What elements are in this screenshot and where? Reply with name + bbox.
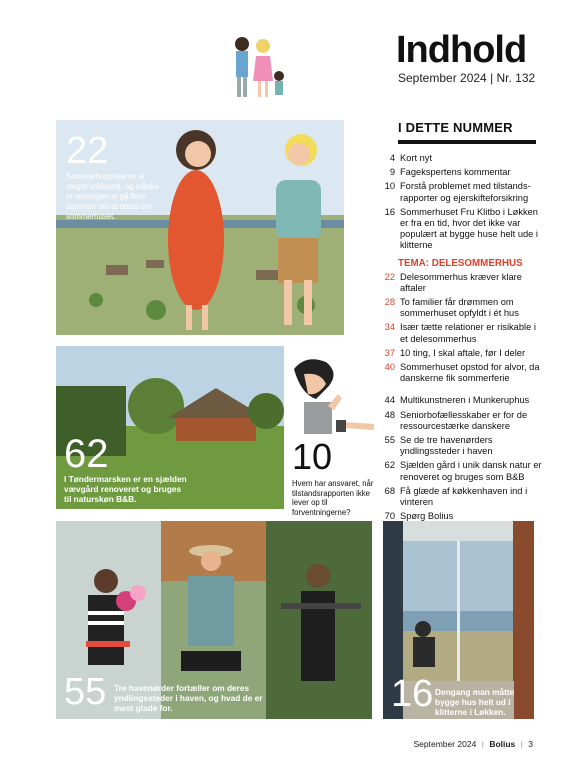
toc-item-title: Især tætte relationer er risikable i et delesommerhus [400,322,536,344]
toc-item[interactable] [375,348,543,359]
footer-date: September 2024 [413,739,477,749]
toc-page-number: 55 [384,435,395,446]
illustration-22 [56,120,344,335]
issue-info: September 2024 | Nr. 132 [398,71,536,85]
photo-16 [383,521,534,719]
feature-caption: Hvem har ansvaret, når tilstandsrapporten ikke lever op til forventningerne? [292,479,374,517]
toc-page-number: 16 [384,206,395,217]
toc-item[interactable] [375,435,543,457]
heading-rule [398,140,536,144]
toc-item-title: Kort nyt [400,153,433,163]
toc-item-title: Multikunstneren i Munkeruphus [400,395,530,406]
toc-item[interactable] [375,153,543,164]
toc-page-number: 10 [384,181,395,192]
toc-list [375,153,543,540]
toc-page-number: 44 [384,395,395,406]
toc-page-number: 34 [384,322,395,333]
toc-page-number: 70 [384,511,395,522]
toc-page-number: 37 [384,347,395,358]
page-title: Indhold [396,29,527,71]
toc-item-title: Sommerhuset Fru Klitbo i Løkken er fra en tid, hvor det ikke var populært at bygge huse helt ude i klitterne [400,206,539,251]
footer-brand: Bolius [489,739,516,749]
toc-item-title: Sommerhuset opstod for alvor, da danskerne fik sommerferie [400,362,540,384]
toc-item[interactable] [375,410,543,432]
toc-item-title: Seniorbofællesskaber er for de ressourcestærke danskere [400,409,528,431]
toc-page-number: 4 [389,153,395,163]
feature-caption: Tre havenørder fortæller om deres yndlingssteder i haven, og hvad de er mest glade for. [114,683,263,713]
toc-item[interactable] [375,272,543,294]
toc-page-number: 62 [384,460,395,471]
feature-number: 16 [391,673,434,715]
toc-item-title: Se de tre havenørders yndlingssteder i haven [400,435,493,457]
toc-item[interactable] [375,395,543,406]
toc-item-title: Få glæde af køkkenhaven ind i vinteren [400,485,528,508]
toc-item-title: 10 ting, I skal aftale, før I deler [400,347,526,358]
toc-page-number: 40 [384,362,395,373]
toc-item[interactable] [375,297,543,319]
toc-page-number: 9 [389,167,395,178]
toc-item-title: Forstå problemet med tilstands- rapporter og ejerskifteforsikring [400,181,531,203]
toc-item[interactable] [375,486,543,508]
toc-page-number: 22 [384,271,395,282]
toc-item[interactable] [375,167,543,178]
toc-item-title: To familier får drømmen om sommerhuset opfyldt i ét hus [400,297,519,319]
feature-caption: I Tøndermarsken er en sjælden vævgård renoveret og bruges til naturskøn B&B. [64,474,187,504]
page-number: 3 [528,739,533,749]
photo-62 [56,346,284,509]
feature-number: 22 [66,130,109,172]
feature-caption: Dengang man måtte bygge hus helt ud i klitterne i Løkken. [435,687,515,717]
toc-item[interactable] [375,322,543,344]
toc-item[interactable] [375,460,543,482]
toc-item[interactable] [375,362,543,384]
toc-item-title: Sjælden gård i unik dansk natur er renoveret og bruges som B&B [400,460,542,482]
feature-caption: Sommerhuspriserne er steget voldsomt, og måske er løsningen at gå flere sammen om at deles om sommerhuset. [66,172,159,221]
toc-page-number: 28 [384,297,395,308]
feature-number: 10 [292,436,333,477]
toc-item-title: Delesommerhus kræver klare aftaler [400,271,522,293]
toc-item[interactable] [375,181,543,203]
toc-item-title: Fagekspertens kommentar [400,167,511,178]
toc-item-title: Spørg Bolius [400,511,454,522]
feature-number: 62 [64,432,109,476]
toc-page-number: 48 [384,409,395,420]
tema-heading: TEMA: DELESOMMERHUS [398,257,523,269]
section-heading: I DETTE NUMMER [398,120,513,135]
page-footer: September 2024 | Bolius | 3 [413,739,533,749]
toc-item[interactable] [375,207,543,252]
toc-page-number: 68 [384,485,395,496]
man-pointing-illustration [286,354,378,438]
family-figures-icon [228,36,288,120]
feature-number: 55 [64,671,107,713]
photo-55 [56,521,372,719]
